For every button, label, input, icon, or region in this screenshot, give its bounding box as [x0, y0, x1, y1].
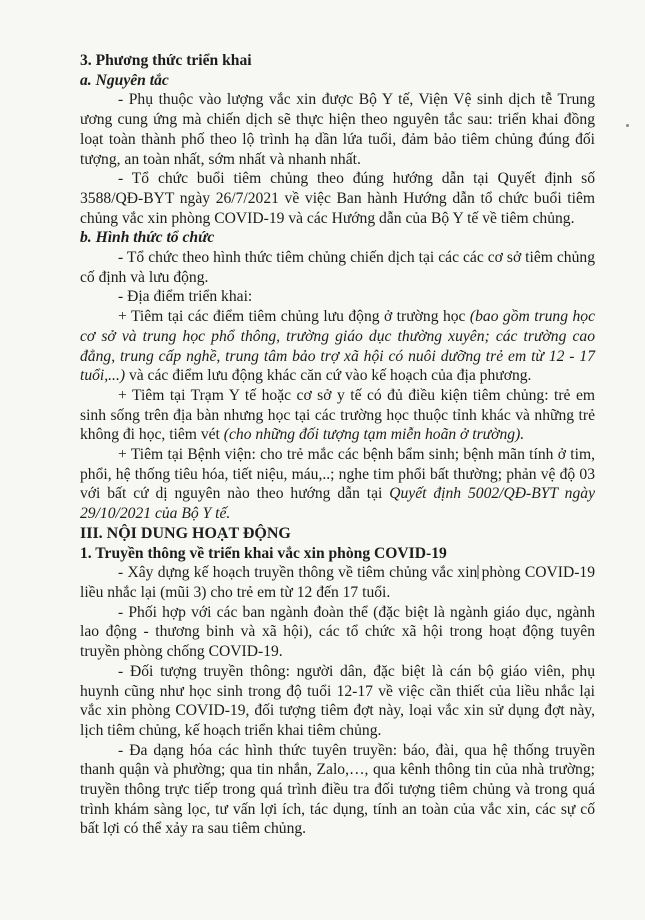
italic-text-run: (bao gồm trung học cơ sở và trung học phổ thông, trường giáo dục thường xuyên; các trường cao đẳng, trung cấp nghề, trung tâm bảo trợ xã hội có nuôi dưỡng trẻ em từ 12 - 17 tuổi,...) — [80, 308, 595, 385]
subsection-heading: b. Hình thức tổ chức — [80, 229, 215, 247]
document-body — [80, 51, 595, 839]
italic-text-run: (cho những đối tượng tạm miễn hoãn ở trường). — [223, 426, 525, 444]
text-run: + Tiêm tại Trạm Y tế hoặc cơ sở y tế có đủ điều kiện tiêm chủng: trẻ em sinh sống trên địa bàn nhưng học tại các trường học thuộc tỉnh khác và những trẻ không đi học, tiêm vét — [80, 386, 595, 444]
section-heading: 3. Phương thức triển khai — [80, 52, 252, 69]
paragraph: - Địa điểm triển khai: — [118, 288, 253, 306]
italic-text-run: Quyết định 5002/QĐ-BYT ngày 29/10/2021 của Bộ Y tế. — [80, 485, 595, 523]
paragraph: - Đối tượng truyền thông: người dân, đặc biệt là cán bộ giáo viên, phụ huynh cũng như học sinh trong độ tuổi 12-17 về việc cần thiết của liều nhắc lại vắc xin phòng COVID-19, đối tượng tiêm đợt này, loại vắc xin sử dụng đợt này, lịch tiêm chủng, kế hoạch triển khai tiêm chủng. — [80, 662, 595, 739]
paragraph: - Phụ thuộc vào lượng vắc xin được Bộ Y tế, Viện Vệ sinh dịch tễ Trung ương cung ứng mà chiến dịch sẽ thực hiện theo nguyên tắc sau: triển khai đồng loạt toàn thành phố theo lộ trình hạ dần lứa tuổi, đảm bảo tiêm chủng đúng đối tượng, an toàn nhất, sớm nhất và nhanh nhất. — [80, 91, 595, 168]
text-run: + Tiêm tại Bệnh viện: cho trẻ mắc các bệnh bẩm sinh; bệnh mãn tính ở tim, phổi, hệ thống tiêu hóa, tiết niệu, máu,..; nghe tim phổi bất thường; phản vệ độ 03 với bất cứ dị nguyên nào theo hướng dẫn tại — [80, 446, 595, 503]
paragraph: - Xây dựng kế hoạch truyền thông về tiêm chủng vắc xin phòng COVID-19 liều nhắc lại (mũi 3) cho trẻ em từ 12 đến 17 tuổi. — [80, 564, 595, 601]
text-run: + Tiêm tại các điểm tiêm chủng lưu động ở trường học — [118, 308, 470, 326]
paragraph — [80, 386, 595, 445]
major-heading: III. NỘI DUNG HOẠT ĐỘNG — [80, 524, 291, 542]
text-run: và các điểm lưu động khác căn cứ vào kế hoạch của địa phương. — [125, 367, 532, 385]
paragraph — [80, 445, 595, 524]
paragraph: - Phối hợp với các ban ngành đoàn thể (đặc biệt là ngành giáo dục, ngành lao động - thương binh và xã hội), các tổ chức xã hội trong hoạt động tuyên truyền phòng chống COVID-19. — [80, 603, 595, 661]
section-heading: 1. Truyền thông về triển khai vắc xin phòng COVID-19 — [80, 544, 447, 562]
paragraph: - Tổ chức buổi tiêm chủng theo đúng hướng dẫn tại Quyết định số 3588/QĐ-BYT ngày 26/7/2021 về việc Ban hành Hướng dẫn tổ chức buổi tiêm chủng vắc xin phòng COVID-19 và các Hướng dẫn của Bộ Y tế về tiêm chủng. — [80, 170, 595, 227]
paragraph: - Đa dạng hóa các hình thức tuyên truyền: báo, đài, qua hệ thống truyền thanh quận và phường; qua tin nhắn, Zalo,…, qua kênh thông tin của nhà trường; truyền thông trực tiếp trong quá trình điều tra đối tượng tiêm chủng và trong quá trình khám sàng lọc, tư vấn lợi ích, tác dụng, tính an toàn của vắc xin, các sự cố bất lợi có thể xảy ra sau tiêm chủng. — [80, 741, 595, 838]
paragraph — [80, 307, 595, 386]
scan-speck — [626, 124, 629, 127]
subsection-heading: a. Nguyên tắc — [80, 71, 169, 89]
paragraph: - Tổ chức theo hình thức tiêm chủng chiến dịch tại các các cơ sở tiêm chủng cố định và lưu động. — [80, 249, 595, 286]
